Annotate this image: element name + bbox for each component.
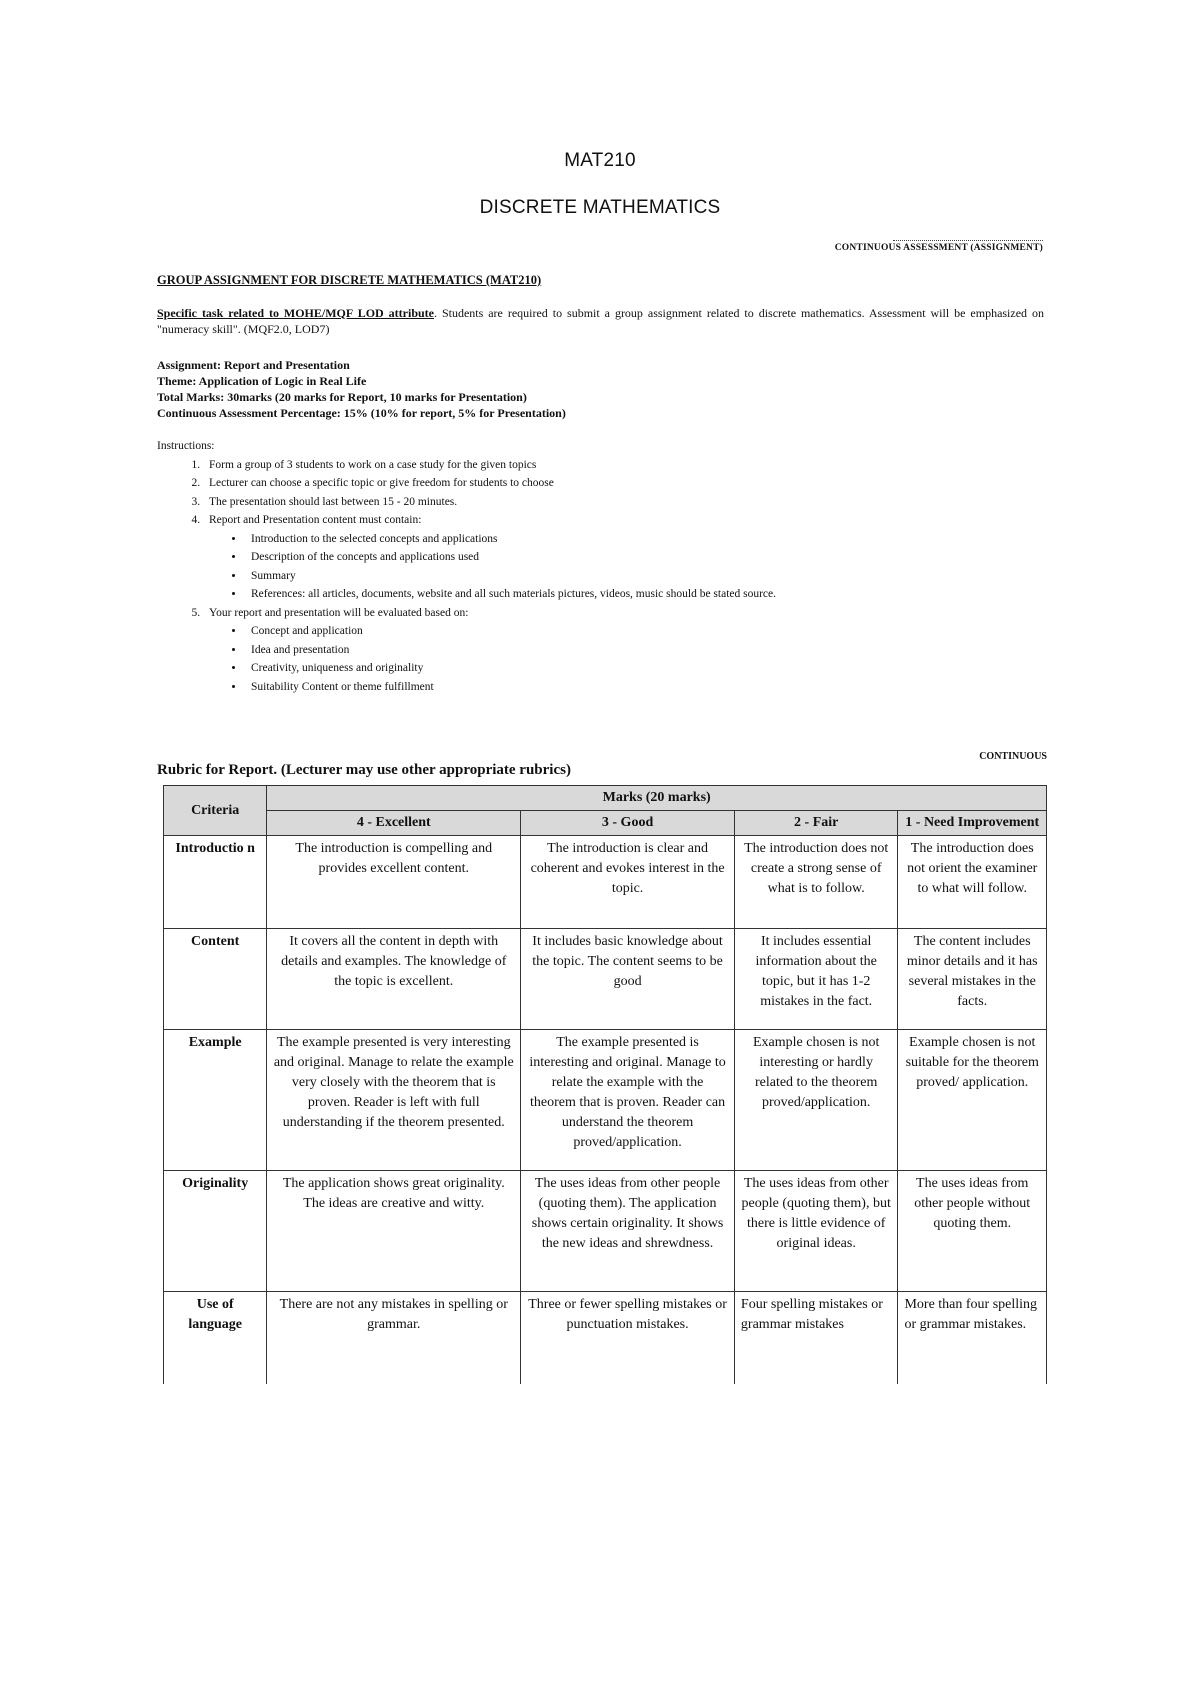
rubric-row xyxy=(164,1171,1047,1292)
bullet-item: • Concept and application xyxy=(245,622,1057,641)
rubric-table xyxy=(163,785,1047,1384)
rubric-cell: Four spelling mistakes or grammar mistakes xyxy=(734,1292,898,1384)
level-header: 3 - Good xyxy=(521,811,735,836)
instructions-label: Instructions: xyxy=(157,440,215,452)
level-header: 2 - Fair xyxy=(734,811,898,836)
rubric-cell: Three or fewer spelling mistakes or punctuation mistakes. xyxy=(521,1292,735,1384)
bullet-item: • Introduction to the selected concepts and applications xyxy=(245,530,1057,549)
rubric-cell: The uses ideas from other people without quoting them. xyxy=(898,1171,1047,1292)
instruction-item: 2. Lecturer can choose a specific topic or give freedom for students to choose xyxy=(203,474,1057,493)
rubric-row xyxy=(164,836,1047,929)
rubric-cell: Example chosen is not interesting or hardly related to the theorem proved/application. xyxy=(734,1030,898,1171)
bullet-item: • Summary xyxy=(245,567,1057,586)
rubric-row xyxy=(164,929,1047,1030)
evaluation-bullets xyxy=(209,622,1057,696)
rubric-cell: More than four spelling or grammar mistakes. xyxy=(898,1292,1047,1384)
header-rule xyxy=(893,240,1043,241)
instruction-item: 4. Report and Presentation content must contain: • Introduction to the selected concepts and applications • Description of the concepts and applications used • Summary • References: all articles, documents, website and all such materials pictures, videos, music should be stated source. xyxy=(203,511,1057,604)
bullet-item: • Creativity, uniqueness and originality xyxy=(245,659,1057,678)
course-name: DISCRETE MATHEMATICS xyxy=(479,197,721,218)
rubric-cell: The uses ideas from other people (quoting them). The application shows certain originality. It shows the new ideas and shrewdness. xyxy=(521,1171,735,1292)
instructions-list xyxy=(157,456,1057,697)
bullet-item: • Description of the concepts and applications used xyxy=(245,548,1057,567)
rubric-cell: It includes essential information about the topic, but it has 1-2 mistakes in the fact. xyxy=(734,929,898,1030)
bullet-item: • References: all articles, documents, website and all such materials pictures, videos, music should be stated source. xyxy=(245,585,1057,604)
task-label: Specific task related to MOHE/MQF LOD attribute xyxy=(157,306,434,320)
rubric-cell: The uses ideas from other people (quoting them), but there is little evidence of original ideas. xyxy=(734,1171,898,1292)
criterion-cell: Originality xyxy=(164,1171,267,1292)
criteria-header: Criteria xyxy=(164,786,267,836)
task-text: . Students are required to submit a group assignment related to discrete mathematics. Assessment will be emphasized on "numeracy skill". (MQF2.0, LOD7) xyxy=(157,306,1044,336)
rubric-cell: The introduction does not orient the examiner to what will follow. xyxy=(898,836,1047,929)
marks-header: Marks (20 marks) xyxy=(267,786,1047,811)
instructions xyxy=(157,437,1057,696)
level-header: 1 - Need Improvement xyxy=(898,811,1047,836)
rubric-cell: Example chosen is not suitable for the theorem proved/ application. xyxy=(898,1030,1047,1171)
course-code: MAT210 xyxy=(564,150,636,171)
criterion-cell: Use of language xyxy=(164,1292,267,1384)
rubric-cell: There are not any mistakes in spelling or grammar. xyxy=(267,1292,521,1384)
rubric-cell: It covers all the content in depth with details and examples. The knowledge of the topic is excellent. xyxy=(267,929,521,1030)
assignment-total-marks: Total Marks: 30marks (20 marks for Report, 10 marks for Presentation) xyxy=(157,390,527,404)
continuous-label: CONTINUOUS xyxy=(979,751,1047,762)
instruction-item: 1. Form a group of 3 students to work on a case study for the given topics xyxy=(203,456,1057,475)
instruction-item: 3. The presentation should last between 15 - 20 minutes. xyxy=(203,493,1057,512)
assignment-type: Assignment: Report and Presentation xyxy=(157,358,350,372)
task-paragraph xyxy=(157,305,1044,337)
criterion-cell: Introductio n xyxy=(164,836,267,929)
rubric-cell: The introduction does not create a strong sense of what is to follow. xyxy=(734,836,898,929)
instruction-item: 5. Your report and presentation will be evaluated based on: • Concept and application • Idea and presentation • Creativity, uniqueness and originality • Suitability Content or theme fulfillment xyxy=(203,604,1057,697)
rubric-cell: The content includes minor details and it has several mistakes in the facts. xyxy=(898,929,1047,1030)
rubric-cell: The introduction is compelling and provides excellent content. xyxy=(267,836,521,929)
content-bullets xyxy=(209,530,1057,604)
assignment-theme: Theme: Application of Logic in Real Life xyxy=(157,374,367,388)
level-header: 4 - Excellent xyxy=(267,811,521,836)
assignment-heading: GROUP ASSIGNMENT FOR DISCRETE MATHEMATICS (MAT210) xyxy=(157,273,542,287)
rubric-cell: The introduction is clear and coherent and evokes interest in the topic. xyxy=(521,836,735,929)
bullet-item: • Suitability Content or theme fulfillment xyxy=(245,678,1057,697)
assignment-percentage: Continuous Assessment Percentage: 15% (10% for report, 5% for Presentation) xyxy=(157,406,566,420)
rubric-cell: The application shows great originality. The ideas are creative and witty. xyxy=(267,1171,521,1292)
rubric-title: Rubric for Report. (Lecturer may use other appropriate rubrics) xyxy=(157,762,571,778)
rubric-cell: The example presented is interesting and original. Manage to relate the example with the theorem that is proven. Reader can understand the theorem proved/application. xyxy=(521,1030,735,1171)
criterion-cell: Example xyxy=(164,1030,267,1171)
criterion-cell: Content xyxy=(164,929,267,1030)
assessment-label: CONTINUOUS ASSESSMENT (ASSIGNMENT) xyxy=(834,243,1043,253)
rubric-row xyxy=(164,1030,1047,1171)
rubric-cell: It includes basic knowledge about the topic. The content seems to be good xyxy=(521,929,735,1030)
bullet-item: • Idea and presentation xyxy=(245,641,1057,660)
rubric-cell: The example presented is very interesting and original. Manage to relate the example very closely with the theorem that is proven. Reader is left with full understanding if the theorem presented. xyxy=(267,1030,521,1171)
rubric-row xyxy=(164,1292,1047,1384)
